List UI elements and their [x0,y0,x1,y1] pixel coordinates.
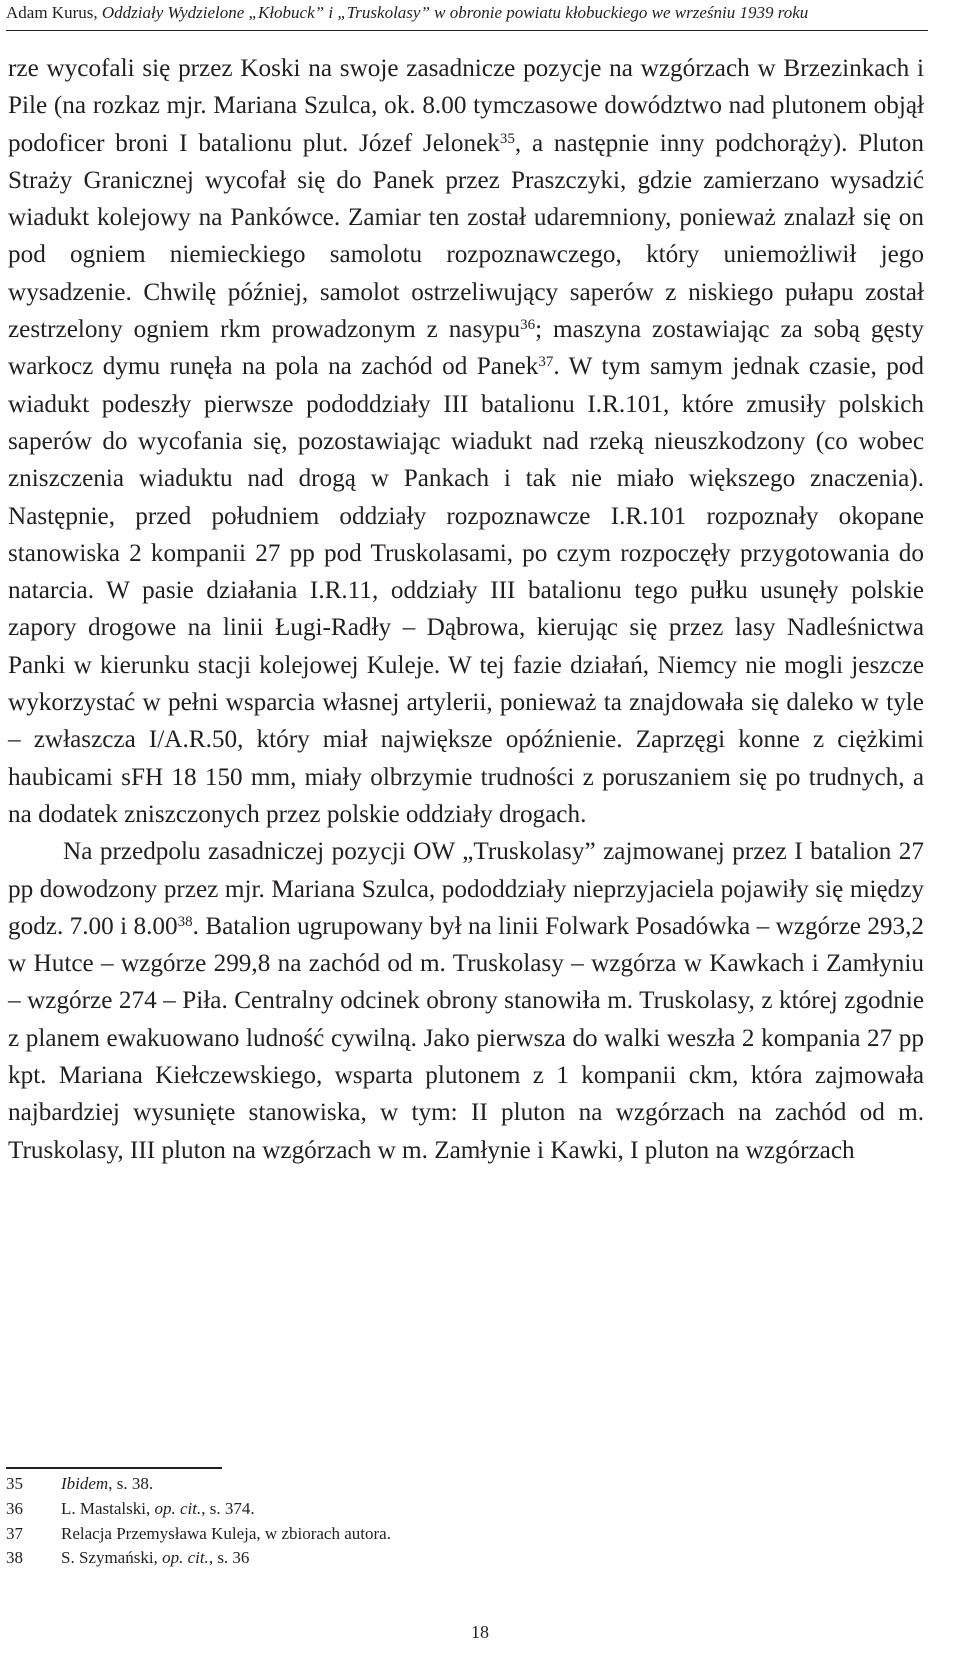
text-run: . Batalion ugrupowany był na linii Folwark Posadówka – wzgórze 293,2 w Hutce – wzgórze 299,8 na zachód od m. Truskolasy – wzgórza w Kawkach i Zamłyniu – wzgórze 274 – Piła. Centralny odcinek obrony stanowiła m. Truskolasy, z której zgodnie z planem ewakuowano ludność cywilną. Jako pierwsza do walki weszła 2 kompania 27 pp kpt. Mariana Kiełczewskiego, wsparta plutonem z 1 kompanii ckm, która zajmowała najbardziej wysunięte stanowiska, w tym: II pluton na wzgórzach na zachód od m. Truskolasy, III pluton na wzgórzach w m. Zamłynie i Kawki, I pluton na wzgórzach [8,912,924,1164]
footnote-reference: 37 [538,354,554,371]
footnote-italic-run: op. cit. [162,1548,209,1568]
body-text [8,50,924,1169]
text-run: . W tym samym jednak czasie, pod wiadukt podeszły pierwsze pododdziały III batalionu I.R.101, które zmusiły polskich saperów do wycofania się, pozostawiając wiadukt nad rzeką nieuszkodzony (co wobec zniszczenia wiaduktu nad drogą w Pankach i tak nie miało większego znaczenia). Następnie, przed południem oddziały rozpoznawcze I.R.101 rozpoznały okopane stanowiska 2 kompanii 27 pp pod Truskolasami, po czym rozpoczęły przygotowania do natarcia. W pasie działania I.R.11, oddziały III batalionu tego pułku usunęły polskie zapory drogowe na linii Ługi-Radły – Dąbrowa, kierując się przez lasy Nadleśnictwa Panki w kierunku stacji kolejowej Kuleje. W tej fazie działań, Niemcy nie mogli jeszcze wykorzystać w pełni wsparcia własnej artylerii, ponieważ ta znajdowała się daleko w tyle – zwłaszcza I/A.R.50, który miał największe opóźnienie. Zaprzęgi konne z ciężkimi haubicami sFH 18 150 mm, miały olbrzymie trudności z poruszaniem się po trudnych, a na dodatek zniszczonych przez polskie oddziały drogach. [8,353,924,828]
footnote-italic-run: op. cit. [154,1498,202,1518]
footnote [6,1472,906,1497]
running-header [6,2,946,24]
header-author: Adam Kurus, [6,3,102,22]
footnote-number: 37 [6,1523,23,1543]
header-title: Oddziały Wydzielone „Kłobuck” i „Truskolasy” w obronie powiatu kłobuckiego we wrześniu 1939 roku [101,3,809,22]
footnote-text [61,1546,249,1571]
footnotes [6,1472,906,1571]
footnote [6,1522,906,1547]
footnote-italic-run: Ibidem [61,1474,109,1493]
footnote-text [61,1472,153,1497]
paragraph [8,833,924,1169]
footnote-text [61,1522,391,1547]
header-rule [6,30,928,31]
footnote-rule [6,1467,222,1469]
text-run: , a następnie inny podchorąży). Pluton Straży Granicznej wycofał się do Panek przez Praszczyki, gdzie zamierzano wysadzić wiadukt kolejowy na Pankówce. Zamiar ten został udaremniony, ponieważ znalazł się on pod ogniem niemieckiego samolotu rozpoznawczego, który uniemożliwił jego wysadzenie. Chwilę później, samolot ostrzeliwujący saperów z niskiego pułapu został zestrzelony ogniem rkm prowadzonym z nasypu [8,129,924,344]
footnote-run: L. Mastalski, [61,1498,155,1518]
paragraph [8,50,924,833]
page-number: 18 [471,1622,489,1642]
footnote-run: , s. 36 [208,1548,250,1568]
footnote [6,1546,906,1571]
footnote-number: 35 [6,1474,23,1493]
footnote-run: Relacja Przemysława Kuleja, w zbiorach autora. [61,1523,391,1543]
text-run: rze wycofali się przez Koski na swoje zasadnicze pozycje na wzgórzach w Brzezinkach i Pile (na rozkaz mjr. Mariana Szulca, ok. 8.00 tymczasowe dowództwo nad plutonem objął podoficer broni I batalionu plut. Józef Jelonek [8,55,924,157]
footnote-number: 36 [6,1498,23,1518]
footnote-reference: 35 [499,130,515,147]
footnote-text [61,1497,255,1522]
footnote-run: , s. 374. [201,1498,255,1518]
footnote [6,1497,906,1522]
footnote-reference: 38 [177,913,193,930]
footnote-run: S. Szymański, [61,1548,163,1568]
footnote-reference: 36 [520,316,536,333]
text-run: ; maszyna zostawiając za sobą gęsty warkocz dymu runęła na pola na zachód od Panek [8,316,924,381]
footnote-run: , s. 38. [108,1474,154,1493]
footnote-number: 38 [6,1548,23,1568]
text-run: Na przedpolu zasadniczej pozycji OW „Truskolasy” zajmowanej przez I batalion 27 pp dowodzony przez mjr. Mariana Szulca, pododdziały nieprzyjaciela pojawiły się między godz. 7.00 i 8.00 [8,838,924,940]
